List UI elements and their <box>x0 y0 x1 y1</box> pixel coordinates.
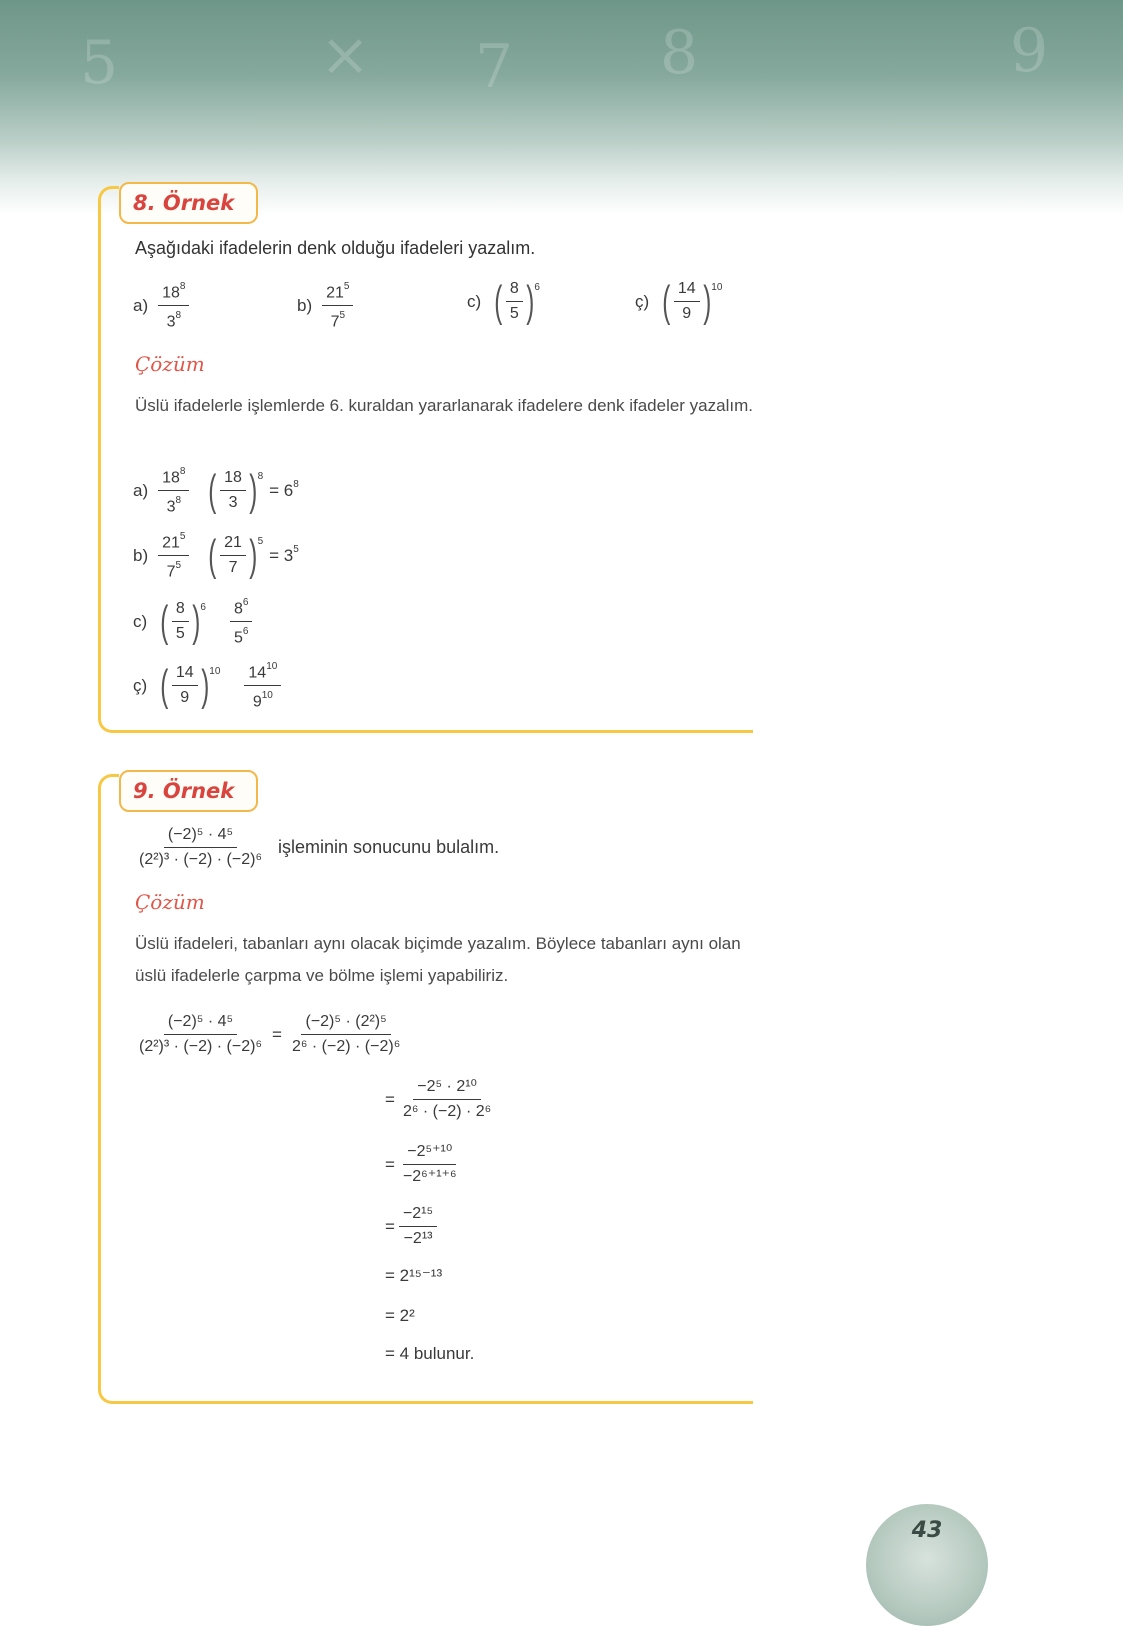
solution-step-5: = 2¹⁵⁻¹³ <box>385 1266 443 1285</box>
solution-step-3: = $\frac{\text{−2⁵⁺¹⁰}}{\text{−2⁶⁺¹⁺⁶}}$ <box>385 1143 457 1185</box>
solution-title: Çözüm <box>135 352 205 376</box>
solution-a: a) $\frac{18^8}{3^8}$ ( $\frac{18}{3}$ ) 8 = $6^8$ <box>133 465 299 516</box>
question-c <box>467 276 540 326</box>
power-fraction: ( $\frac{14}{9}$ ) 10 <box>662 276 723 326</box>
solution-b: b) $\frac{21^5}{7^5}$ ( $\frac{21}{7}$ ) 5 = $3^5$ <box>133 530 299 581</box>
banner-decoration: 8 <box>660 18 699 88</box>
question-text: işleminin sonucunu bulalım. <box>278 837 500 857</box>
question-a <box>133 280 189 332</box>
banner-decoration: 5 <box>80 28 119 98</box>
item-label: a) <box>133 295 149 315</box>
item-label: ç) <box>635 291 650 311</box>
example-9-tag: 9. Örnek <box>119 770 258 812</box>
solution-text: Üslü ifadelerle işlemlerde 6. kuraldan yararlanarak ifadelere denk ifadeler yazalım. <box>135 396 753 415</box>
solution-cc: ç) ( $\frac{14}{9}$ ) 10 $\frac{14^{10}}{9^{10}}$ <box>133 660 281 712</box>
banner-decoration: × <box>320 20 371 90</box>
solution-step-6: = 2² <box>385 1306 415 1325</box>
solution-step-1: $\frac{\text{(−2)⁵ · 4⁵}}{\text{(2²)³ · (−2) · (−2)⁶}}$ = $\frac{\text{(−2)⁵ · (2²)⁵}}{\text{2⁶ · (−2) · (−2)⁶}}$ <box>139 1013 401 1055</box>
item-label: c) <box>467 291 482 311</box>
fraction: $\frac{21^5}{7^5}$ <box>322 280 353 332</box>
banner-decoration: 7 <box>475 32 514 102</box>
example-8-intro: Aşağıdaki ifadelerin denk olduğu ifadeleri yazalım. <box>135 238 536 258</box>
solution-c: c) ( $\frac{8}{5}$ ) 6 $\frac{8^6}{5^6}$ <box>133 596 252 648</box>
page-number-badge <box>866 1504 988 1626</box>
solution-step-4: = $\frac{\text{−2¹⁵}}{\text{−2¹³}}$ <box>385 1205 437 1248</box>
fraction: $\frac{18^8}{3^8}$ <box>158 280 189 332</box>
banner-decoration: 9 <box>1010 16 1049 86</box>
item-label: b) <box>297 295 313 315</box>
example-8-tag: 8. Örnek <box>119 182 258 224</box>
example-8-section <box>98 191 753 733</box>
question-cc <box>635 276 723 326</box>
solution-step-7: = 4 bulunur. <box>385 1344 475 1363</box>
fraction: $\frac{\text{(−2)⁵ · 4⁵}}{\text{(2²)³ · (−2) · (−2)⁶}}$ <box>139 826 263 868</box>
solution-text: Üslü ifadeleri, tabanları aynı olacak biçimde yazalım. Böylece tabanları aynı olan üslü ifadelerle çarpma ve bölme işlemi yapabiliriz. <box>135 934 741 985</box>
solution-title: Çözüm <box>135 890 205 914</box>
solution-step-2: = $\frac{\text{−2⁵ · 2¹⁰}}{\text{2⁶ · (−2) · 2⁶}}$ <box>385 1078 492 1120</box>
page-number: 43 <box>911 1518 943 1543</box>
question-b <box>297 280 353 332</box>
question-expression <box>135 826 499 869</box>
power-fraction: ( $\frac{8}{5}$ ) 6 <box>494 276 540 326</box>
example-9-section <box>98 779 753 1404</box>
